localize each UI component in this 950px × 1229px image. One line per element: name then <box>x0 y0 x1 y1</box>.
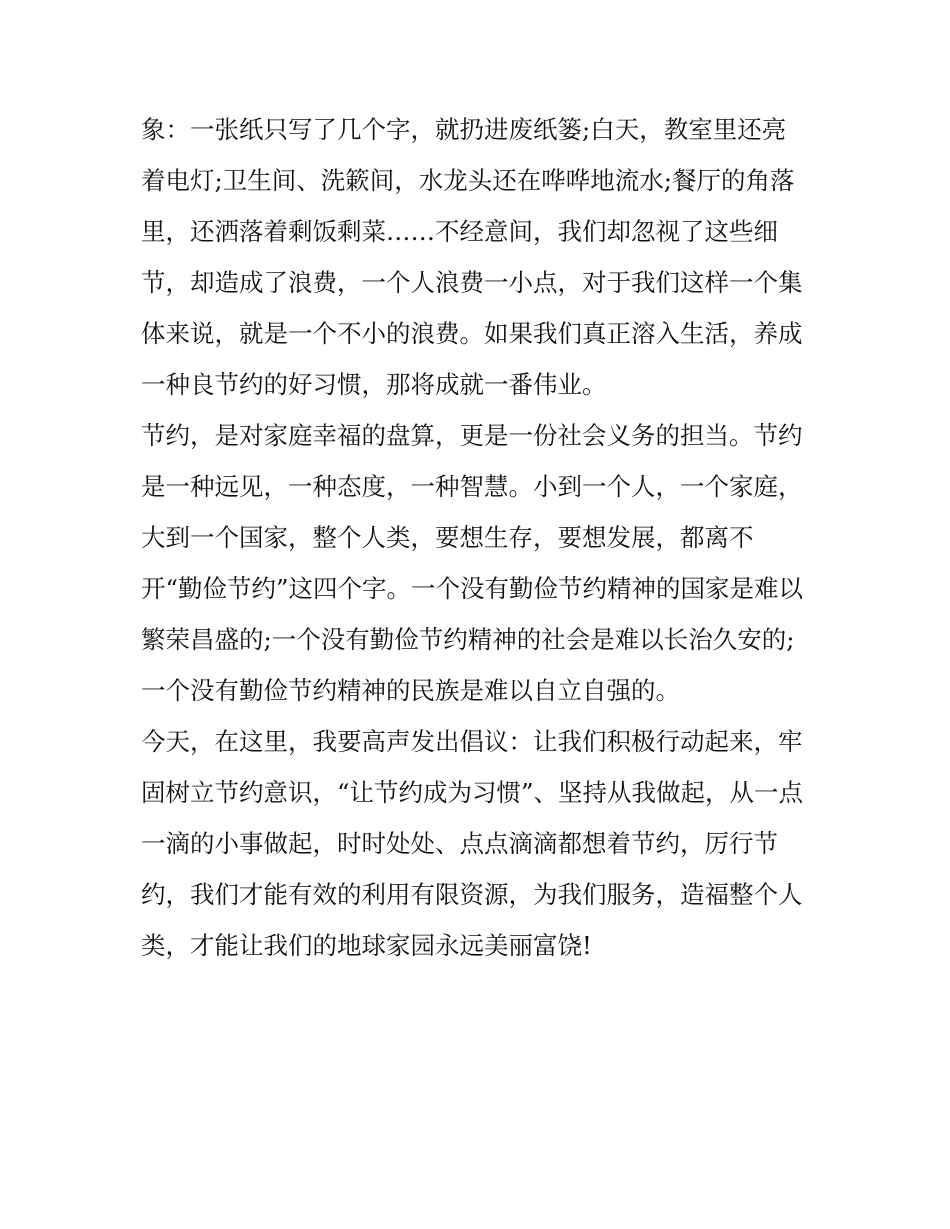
text-line: 类，才能让我们的地球家园永远美丽富饶! <box>141 931 592 960</box>
text-line: 节，却造成了浪费，一个人浪费一小点，对于我们这样一个集 <box>141 268 803 297</box>
text-line: 繁荣昌盛的;一个没有勤俭节约精神的社会是难以长治久安的; <box>141 625 795 654</box>
text-line: 体来说，就是一个不小的浪费。如果我们真正溶入生活，养成 <box>141 319 803 348</box>
text-line: 约，我们才能有效的利用有限资源，为我们服务，造福整个人 <box>141 880 803 909</box>
text-line: 固树立节约意识，“让节约成为习惯”、坚持从我做起，从一点 <box>141 778 804 807</box>
text-line: 象：一张纸只写了几个字，就扔进废纸篓;白天，教室里还亮 <box>141 115 787 144</box>
text-line: 大到一个国家，整个人类，要想生存，要想发展，都离不 <box>141 523 754 552</box>
body-text <box>141 104 821 971</box>
text-line: 里，还洒落着剩饭剩菜……不经意间，我们却忽视了这些细 <box>141 217 778 246</box>
text-line: 一种良节约的好习惯，那将成就一番伟业。 <box>141 370 607 399</box>
text-line: 一滴的小事做起，时时处处、点点滴滴都想着节约，厉行节 <box>141 829 778 858</box>
text-line: 一个没有勤俭节约精神的民族是难以自立自强的。 <box>141 676 680 705</box>
text-line: 是一种远见，一种态度，一种智慧。小到一个人，一个家庭， <box>141 472 803 501</box>
text-line: 着电灯;卫生间、洗簌间，水龙头还在哗哗地流水;餐厅的角落 <box>141 166 795 195</box>
text-line: 今天，在这里，我要高声发出倡议：让我们积极行动起来，牢 <box>141 727 803 756</box>
text-line: 开“勤俭节约”这四个字。一个没有勤俭节约精神的国家是难以 <box>141 574 804 603</box>
text-line: 节约，是对家庭幸福的盘算，更是一份社会义务的担当。节约 <box>141 421 803 450</box>
